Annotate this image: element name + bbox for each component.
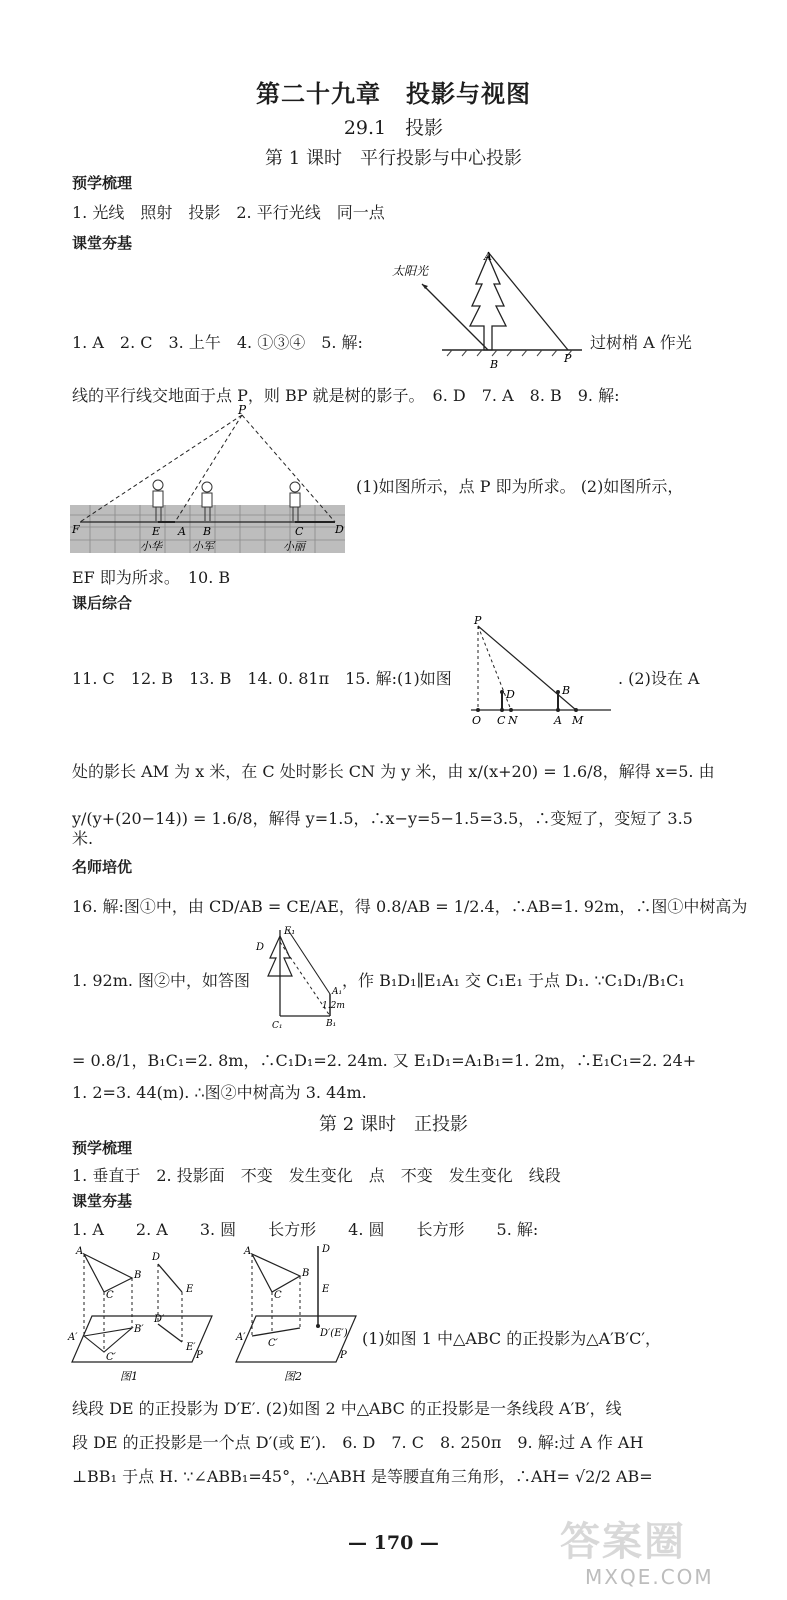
tree-answer-figure [252,924,345,1032]
label-plane-p: P [340,1350,347,1361]
central-projection-figure [70,405,350,567]
name-xiaojun: 小军 [192,540,214,553]
label-c-prime: C′ [106,1352,116,1363]
tree-shadow-figure [392,244,592,374]
answer-line: 1. 光线 照射 投影 2. 平行光线 同一点 [72,203,385,222]
heading-class-2: 课堂夯基 [72,1192,133,1210]
label-a: A [76,1246,84,1257]
label-d-prime: D′ [154,1314,165,1325]
label-p: P [474,614,482,627]
lesson-2-title: 第 2 课时 正投影 [319,1114,468,1135]
label-plane-p: P [196,1350,203,1361]
label-d: D [256,942,265,953]
answer-line-tail: (1)如图所示，点 P 即为所求。 (2)如图所示， [356,477,684,496]
heading-preview-2: 预学梳理 [72,1139,133,1157]
label-a-prime: A′ [236,1332,246,1343]
answer-line-tail: (1)如图 1 中△ABC 的正投影为△A′B′C′， [362,1329,662,1348]
answer-line: 处的影长 AM 为 x 米，在 C 处时影长 CN 为 y 米，由 x/(x+20) = 1.6/8，解得 x=5. 由 [72,762,715,781]
answer-line: 1. A 2. A 3. 圆 长方形 4. 圆 长方形 5. 解: [72,1220,539,1239]
watermark-url: MXQE.COM [585,1565,714,1589]
name-xiaoli: 小丽 [283,540,305,553]
heading-preview-1: 预学梳理 [72,174,133,192]
label-d: D [335,523,344,536]
answer-line: 线的平行线交地面于点 P，则 BP 就是树的影子。 6. D 7. A 8. B 9. 解: [72,386,620,405]
label-c1: C₁ [272,1021,283,1031]
label-d: D [322,1244,331,1255]
answer-line: EF 即为所求。 10. B [72,568,231,587]
answer-line: ⊥BB₁ 于点 H. ∵∠ABB₁=45°，∴△ABH 是等腰直角三角形，∴AH= √2/2 AB= [72,1467,653,1486]
label-e: E [186,1284,194,1295]
label-p: P [564,352,572,365]
label-a: A [554,714,562,727]
sun-label: 太阳光 [392,264,429,278]
answer-line-tail: ，作 B₁D₁∥E₁A₁ 交 C₁E₁ 于点 D₁. ∵C₁D₁/B₁C₁ [342,971,685,990]
label-d: D [506,688,515,701]
label-b: B [203,525,212,538]
label-c: C [295,525,304,538]
answer-line: 米. [72,829,94,848]
label-length: 1.2m [322,1001,345,1011]
label-e: E [152,525,161,538]
answer-line: 16. 解:图①中，由 CD/AB = CE/AE，得 0.8/AB = 1/2.4，∴AB=1. 92m，∴图①中树高为 [72,897,748,916]
answer-line: 11. C 12. B 13. B 14. 0. 81π 15. 解:(1)如图 [72,669,452,688]
answer-line: 1. 垂直于 2. 投影面 不变 发生变化 点 不变 发生变化 线段 [72,1166,561,1185]
projection-figure-2 [228,1242,363,1384]
answer-line: 1. 92m. 图②中，如答图 [72,971,251,990]
label-c: C [497,714,506,727]
label-a1: A₁ [332,987,343,997]
answer-line: 1. A 2. C 3. 上午 4. ①③④ 5. 解: [72,333,363,352]
label-n: N [508,714,518,727]
label-b: B [490,358,499,371]
projection-figure-1 [62,1242,222,1384]
label-f: F [72,523,80,536]
label-b: B [134,1270,142,1281]
lesson-1-title: 第 1 课时 平行投影与中心投影 [265,148,522,169]
heading-after-class: 课后综合 [72,594,133,612]
chapter-title: 第二十九章 投影与视图 [256,80,531,108]
figure-caption: 图2 [284,1370,302,1383]
label-a: A [484,250,492,263]
label-a: A [178,525,186,538]
label-b1: B₁ [326,1019,337,1029]
label-p: P [238,403,247,417]
label-a-prime: A′ [68,1332,78,1343]
answer-line-tail: 过树梢 A 作光 [590,333,692,352]
answer-line: 段 DE 的正投影是一个点 D′(或 E′). 6. D 7. C 8. 250π 9. 解:过 A 作 AH [72,1433,644,1452]
label-c: C [274,1290,282,1301]
label-e-prime: E′ [186,1342,196,1353]
lamp-shadow-figure [466,612,616,726]
watermark-logo: 答案圈 [560,1519,686,1565]
figure-caption: 图1 [120,1370,138,1383]
name-xiaohua: 小华 [140,540,162,553]
answer-line: y/(y+(20−14)) = 1.6/8，解得 y=1.5，∴x−y=5−1.5=3.5，∴变短了，变短了 3.5 [72,809,693,828]
answer-line: 1. 2=3. 44(m). ∴图②中树高为 3. 44m. [72,1083,367,1102]
label-m: M [572,714,584,727]
label-b: B [562,684,571,697]
label-d: D [152,1252,161,1263]
heading-excellence: 名师培优 [72,858,133,876]
label-b: B [302,1268,310,1279]
label-a: A [244,1246,252,1257]
label-de-prime: D′(E′) [320,1328,348,1339]
heading-class-1: 课堂夯基 [72,234,133,252]
label-o: O [472,714,482,727]
label-c: C [106,1290,114,1301]
label-e1: E₁ [284,926,296,937]
section-title: 29.1 投影 [343,117,444,139]
answer-line: = 0.8/1，B₁C₁=2. 8m，∴C₁D₁=2. 24m. 又 E₁D₁=A₁B₁=1. 2m，∴E₁C₁=2. 24+ [72,1051,697,1070]
page-number: — 170 — [348,1532,439,1554]
label-b-prime: B′ [134,1324,144,1335]
answer-line: 线段 DE 的正投影为 D′E′. (2)如图 2 中△ABC 的正投影是一条线段 A′B′，线 [72,1399,622,1418]
label-c-prime: C′ [268,1338,278,1349]
answer-line-tail: . (2)设在 A [618,669,700,688]
label-e: E [322,1284,330,1295]
